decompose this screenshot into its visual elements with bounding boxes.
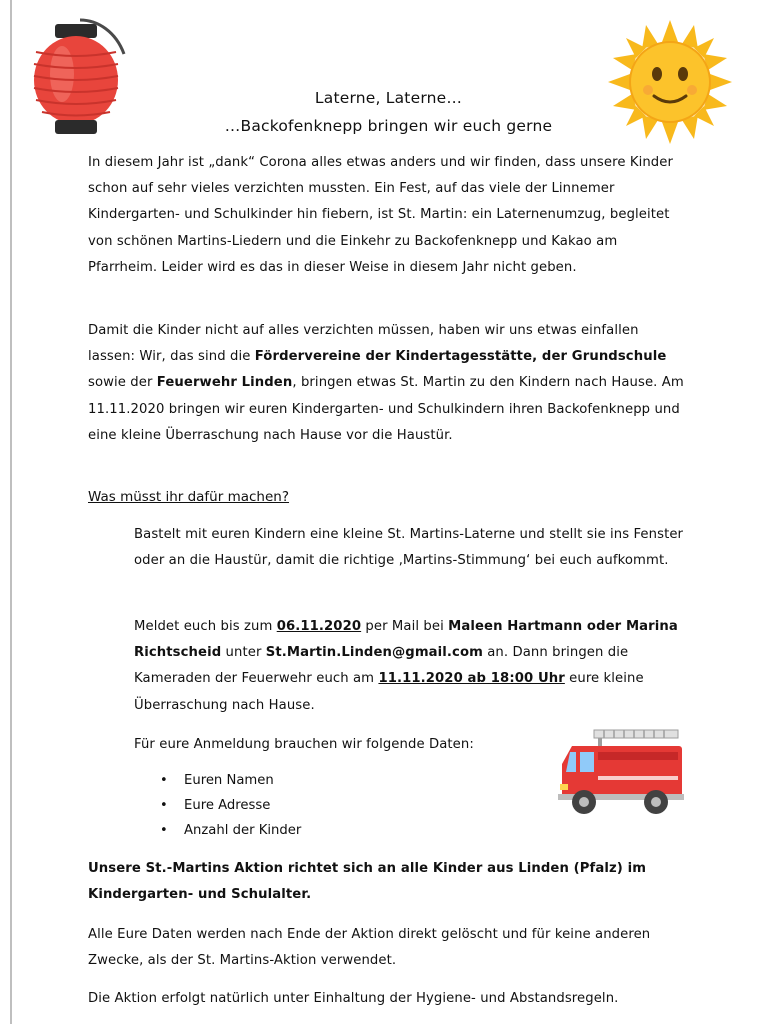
registration-deadline: 06.11.2020 (276, 619, 362, 634)
data-intro: Für eure Anmeldung brauchen wir folgende Daten: (134, 737, 474, 752)
step-2-text-1: Meldet euch bis zum (134, 619, 277, 634)
step-2-text-2: per Mail bei (361, 619, 449, 634)
step-2-paragraph (134, 614, 694, 719)
step-1-paragraph: Bastelt mit euren Kindern eine kleine St. Martins-Laterne und stellt sie ins Fenster oder an die Haustür, damit die richtige ‚Martins-Stimmung‘ bei euch aufkommt. (134, 527, 684, 569)
delivery-date-time: 11.11.2020 ab 18:00 Uhr (378, 671, 565, 687)
plan-bold-associations: Fördervereine der Kindertagesstätte, der Grundschule (254, 349, 667, 365)
plan-text-2: sowie der (88, 375, 157, 391)
hygiene-notice: Die Aktion erfolgt natürlich unter Einhaltung der Hygiene- und Abstandsregeln. (88, 991, 619, 1006)
section-heading: Was müsst ihr dafür machen? (88, 489, 290, 505)
step-2-text-4: an. Dann bringen die Kameraden der Feuerwehr euch am (134, 645, 629, 687)
list-item: • Eure Adresse (158, 793, 301, 818)
privacy-notice: Alle Eure Daten werden nach Ende der Aktion direkt gelöscht und für keine anderen Zwecke, als der St. Martins-Aktion verwendet. (88, 927, 651, 969)
step-2-text-3: unter (221, 645, 266, 661)
step-2-text-5: eure kleine Überraschung nach Hause. (134, 671, 644, 713)
plan-text-1: Damit die Kinder nicht auf alles verzichten müssen, haben wir uns etwas einfallen lassen: Wir, das sind die (88, 323, 639, 365)
intro-paragraph: In diesem Jahr ist „dank“ Corona alles etwas anders und wir finden, dass unsere Kinder schon auf sehr vieles verzichten mussten. Ein Fest, auf das viele der Linnemer Kindergarten- und Schulkinder hin fiebern, ist St. Martin: ein Laternenumzug, begleitet von schönen Martins-Liedern und die Einkehr zu Backofenknepp und Kakao am Pfarrheim. Leider wird es das in dieser Weise in diesem Jahr nicht geben. (88, 155, 673, 275)
list-item: • Anzahl der Kinder (158, 818, 301, 843)
target-notice: Unsere St.-Martins Aktion richtet sich an alle Kinder aus Linden (Pfalz) im Kindergarten- und Schulalter. (88, 861, 647, 903)
plan-bold-fire-department: Feuerwehr Linden (156, 375, 293, 391)
fire-engine-icon (558, 728, 684, 822)
list-item: • Euren Namen (158, 768, 301, 793)
plan-paragraph (88, 318, 688, 449)
contact-email: St.Martin.Linden@gmail.com (265, 645, 483, 661)
required-data-list (158, 768, 301, 843)
title-line-1: Laterne, Laterne… (314, 89, 463, 107)
page-edge-shadow (10, 0, 12, 1024)
plan-text-3: , bringen etwas St. Martin zu den Kindern nach Hause. Am 11.11.2020 bringen wir euren Kindergarten- und Schulkindern ihren Backofenknepp und eine kleine Überraschung nach Hause vor die Haustür. (88, 375, 684, 443)
contact-names: Maleen Hartmann oder Marina Richtscheid (134, 619, 678, 661)
title-block (0, 84, 777, 140)
title-line-2: …Backofenknepp bringen wir euch gerne (224, 117, 553, 135)
